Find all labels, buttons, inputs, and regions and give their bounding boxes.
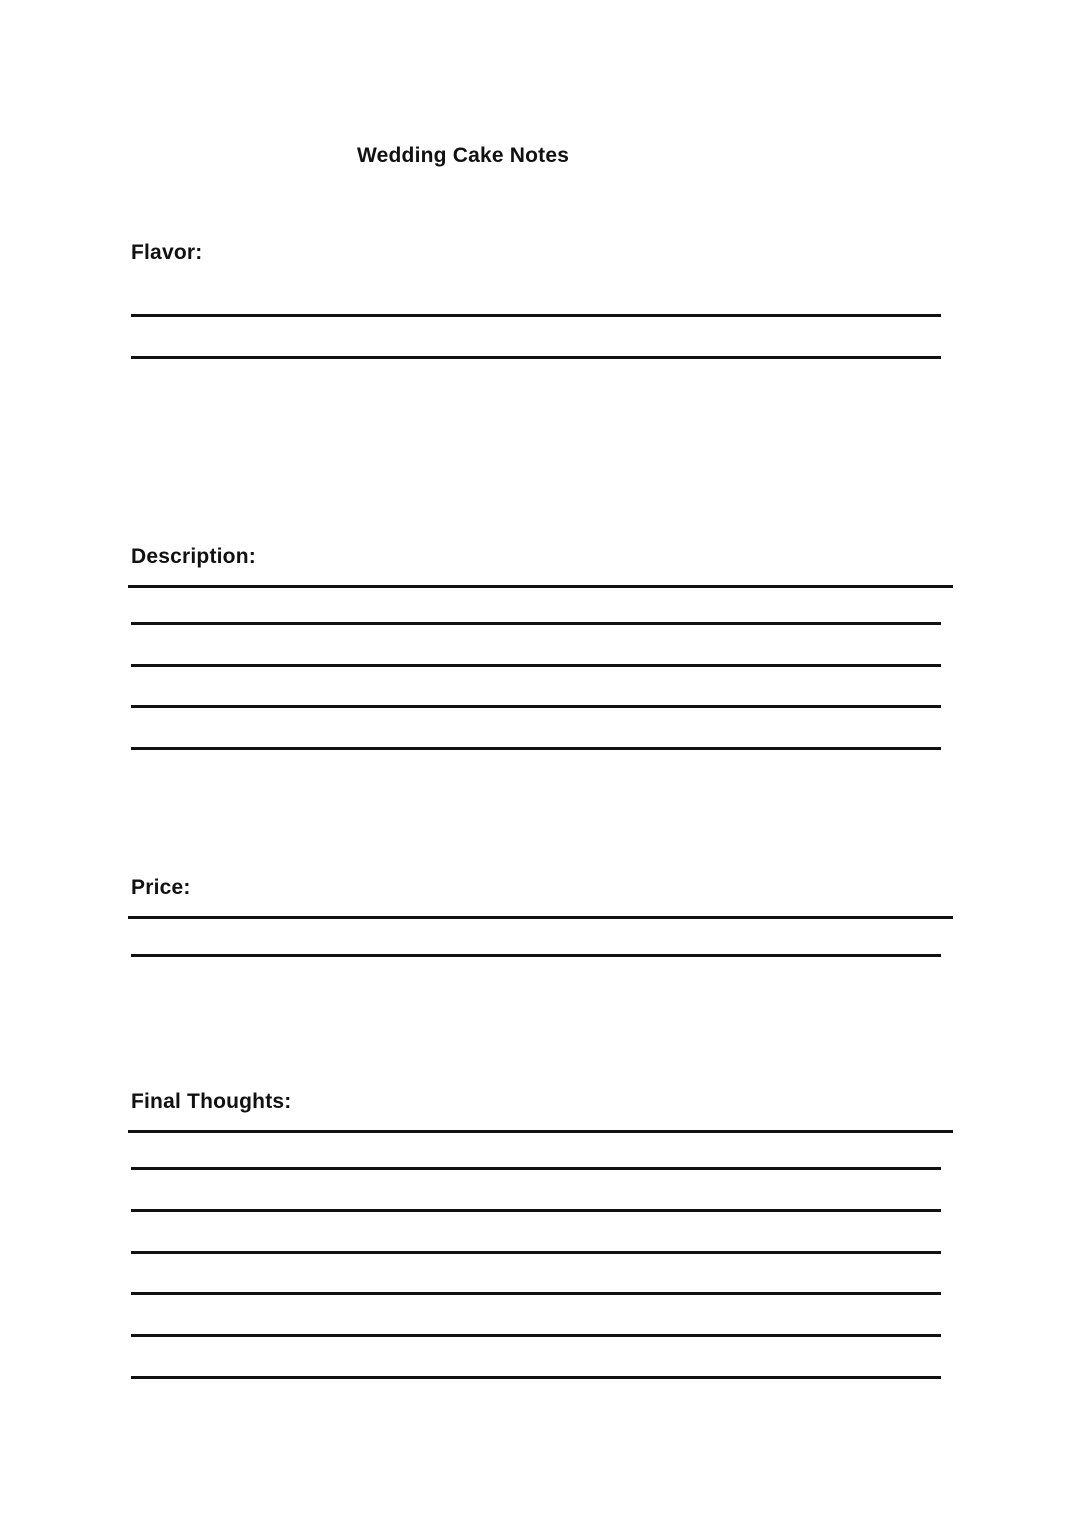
final-thoughts-line-2[interactable] bbox=[131, 1209, 941, 1212]
price-label: Price: bbox=[131, 876, 191, 899]
final-thoughts-line-6[interactable] bbox=[131, 1376, 941, 1379]
flavor-line-1[interactable] bbox=[131, 314, 941, 317]
final-thoughts-line-1[interactable] bbox=[131, 1167, 941, 1170]
description-line-2[interactable] bbox=[131, 664, 941, 667]
price-line-1[interactable] bbox=[131, 954, 941, 957]
page-title: Wedding Cake Notes bbox=[357, 144, 570, 167]
final-thoughts-line-3[interactable] bbox=[131, 1251, 941, 1254]
description-rule bbox=[128, 585, 953, 588]
description-line-1[interactable] bbox=[131, 622, 941, 625]
price-rule bbox=[128, 916, 953, 919]
description-line-3[interactable] bbox=[131, 705, 941, 708]
final-thoughts-rule bbox=[128, 1130, 953, 1133]
flavor-line-2[interactable] bbox=[131, 356, 941, 359]
final-thoughts-label: Final Thoughts: bbox=[131, 1090, 292, 1113]
flavor-label: Flavor: bbox=[131, 241, 203, 264]
final-thoughts-line-4[interactable] bbox=[131, 1292, 941, 1295]
description-label: Description: bbox=[131, 545, 256, 568]
final-thoughts-line-5[interactable] bbox=[131, 1334, 941, 1337]
description-line-4[interactable] bbox=[131, 747, 941, 750]
